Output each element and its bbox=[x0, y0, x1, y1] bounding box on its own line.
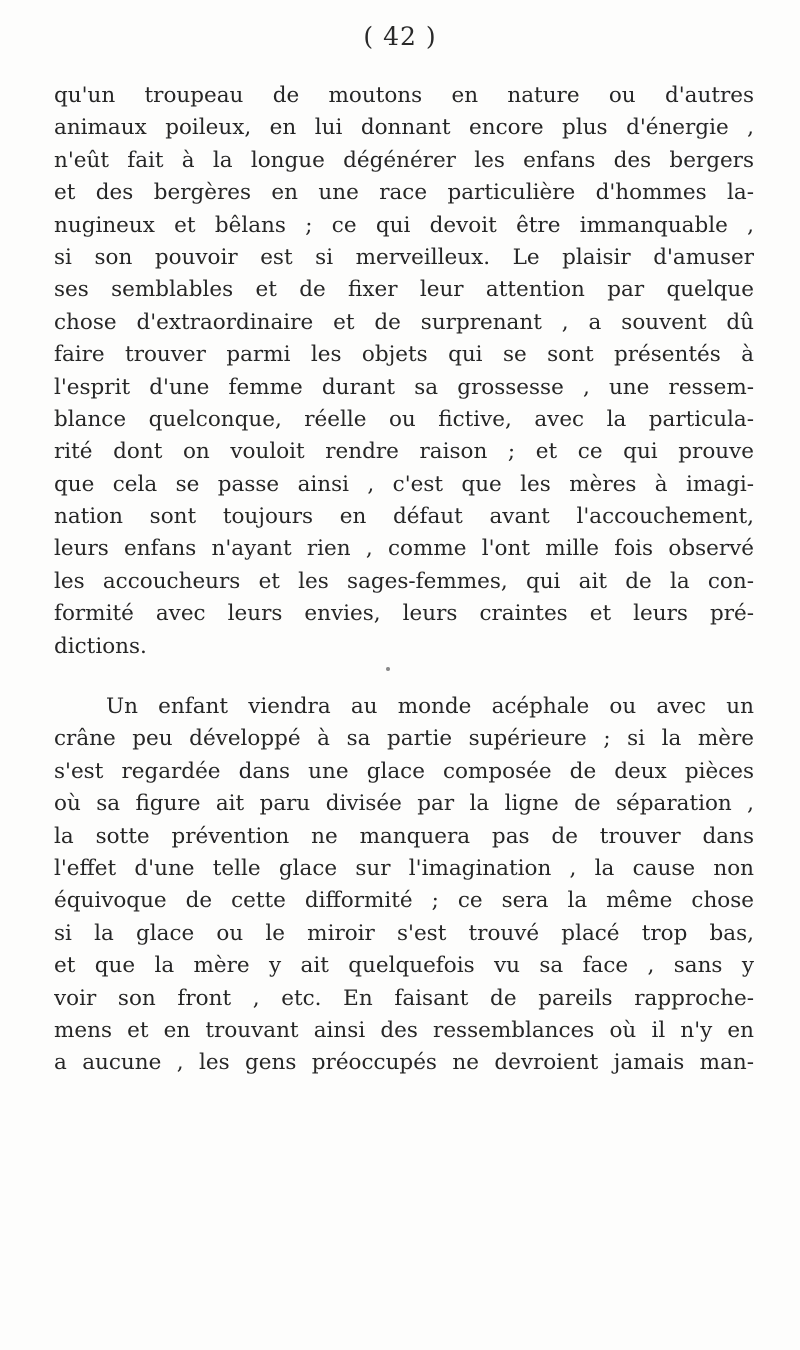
text-line: Un enfant viendra au monde acéphale ou avec un bbox=[106, 694, 754, 719]
page-number: ( 42 ) bbox=[363, 22, 437, 51]
text-line: chose d'extraordinaire et de surprenant , a souvent dû bbox=[54, 309, 754, 335]
text-line: nation sont toujours en défaut avant l'accouchement, bbox=[54, 504, 754, 530]
paragraph-separator-mark bbox=[386, 667, 390, 671]
text-line: et des bergères en une race particulière d'hommes la- bbox=[54, 180, 754, 206]
paragraph-1 bbox=[54, 80, 754, 663]
text-line: si son pouvoir est si merveilleux. Le plaisir d'amuser bbox=[54, 244, 754, 270]
text-line: faire trouver parmi les objets qui se sont présentés à bbox=[54, 342, 754, 368]
text-line: crâne peu développé à sa partie supérieure ; si la mère bbox=[54, 726, 754, 752]
text-line: l'effet d'une telle glace sur l'imagination , la cause non bbox=[54, 855, 754, 881]
text-line: si la glace ou le miroir s'est trouvé placé trop bas, bbox=[54, 920, 754, 946]
text-line: formité avec leurs envies, leurs craintes et leurs pré- bbox=[54, 601, 754, 627]
paragraph-2 bbox=[54, 691, 754, 1080]
text-line: animaux poileux, en lui donnant encore plus d'énergie , bbox=[54, 115, 754, 141]
text-line: ses semblables et de fixer leur attention par quelque bbox=[54, 277, 754, 303]
text-line: les accoucheurs et les sages-femmes, qui ait de la con- bbox=[54, 568, 754, 594]
text-line: l'esprit d'une femme durant sa grossesse , une ressem- bbox=[54, 374, 754, 400]
text-line: leurs enfans n'ayant rien , comme l'ont mille fois observé bbox=[54, 536, 754, 562]
text-line: où sa figure ait paru divisée par la ligne de séparation , bbox=[54, 791, 754, 817]
text-line: équivoque de cette difformité ; ce sera la même chose bbox=[54, 888, 754, 914]
text-line: dictions. bbox=[54, 633, 147, 659]
text-line: n'eût fait à la longue dégénérer les enfans des bergers bbox=[54, 147, 754, 173]
text-line: blance quelconque, réelle ou fictive, avec la particula- bbox=[54, 406, 754, 432]
text-line: voir son front , etc. En faisant de pareils rapproche- bbox=[54, 985, 754, 1011]
text-line: que cela se passe ainsi , c'est que les mères à imagi- bbox=[54, 471, 754, 497]
text-line: rité dont on vouloit rendre raison ; et ce qui prouve bbox=[54, 439, 754, 465]
text-line: a aucune , les gens préoccupés ne devroient jamais man- bbox=[54, 1050, 754, 1076]
text-line: mens et en trouvant ainsi des ressemblances où il n'y en bbox=[54, 1017, 754, 1043]
text-line: nugineux et bêlans ; ce qui devoit être immanquable , bbox=[54, 212, 754, 238]
text-line: s'est regardée dans une glace composée de deux pièces bbox=[54, 758, 754, 784]
text-line: et que la mère y ait quelquefois vu sa face , sans y bbox=[54, 953, 754, 979]
text-line: qu'un troupeau de moutons en nature ou d'autres bbox=[54, 83, 754, 108]
text-line: la sotte prévention ne manquera pas de trouver dans bbox=[54, 823, 754, 849]
